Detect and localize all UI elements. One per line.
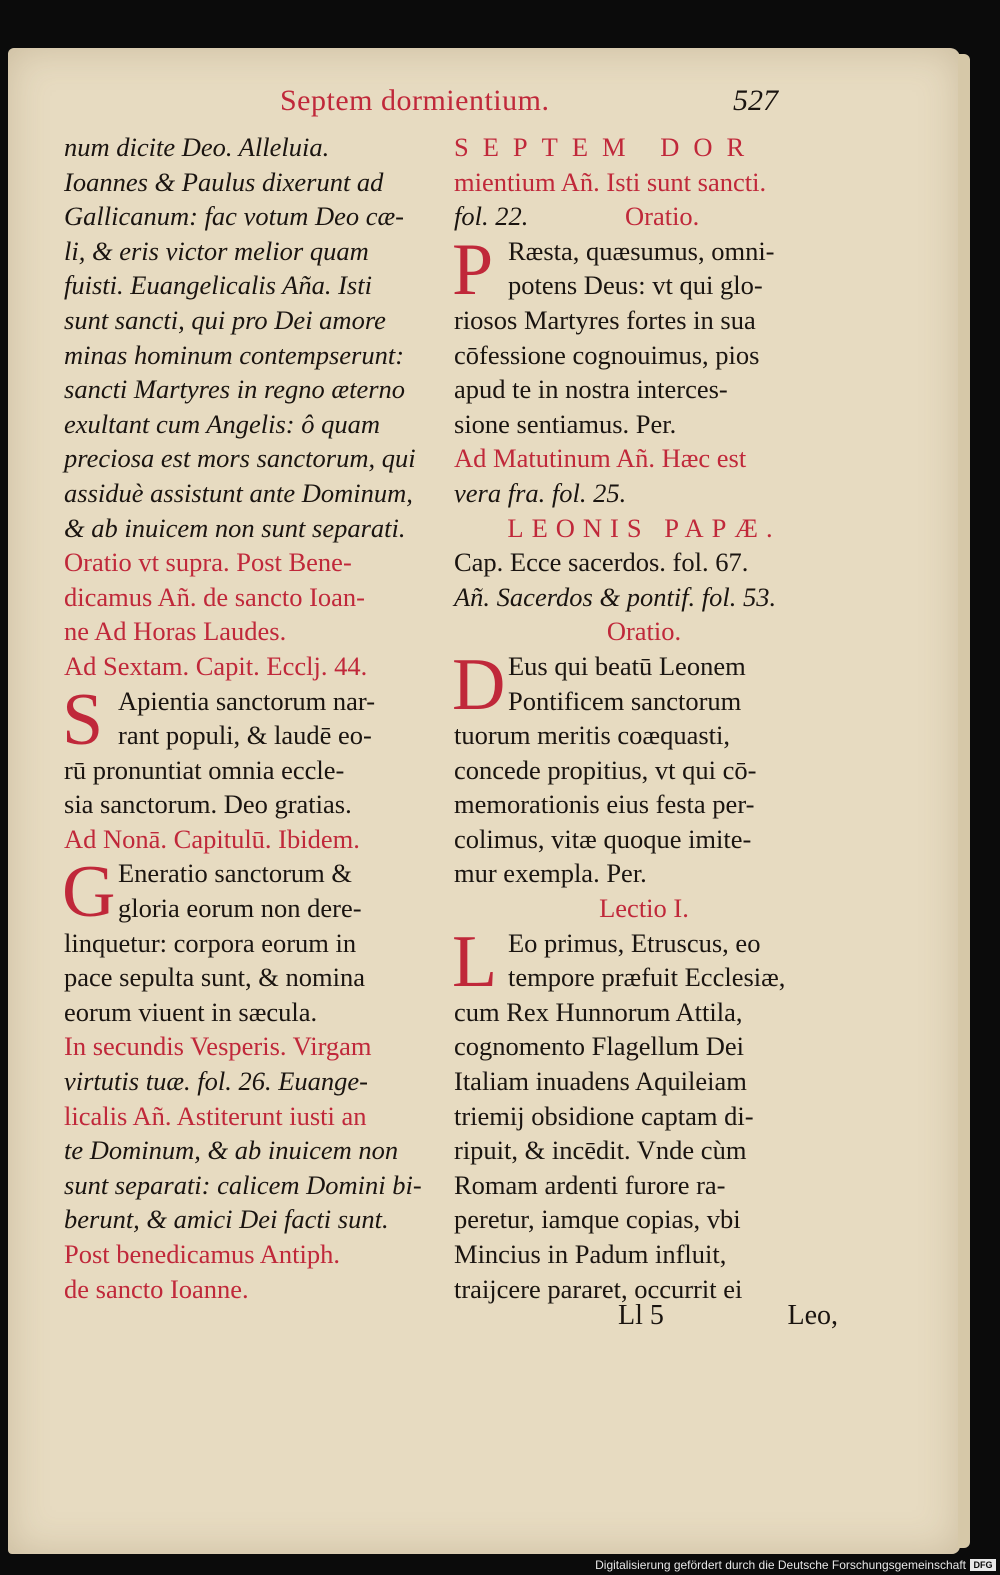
rubric-line: de sancto Ioanne. [64,1273,249,1304]
text-line: Ræsta, quæsumus, omni- [508,235,775,266]
text-line: sione sentiamus. Per. [454,408,677,439]
oratio-leonis [452,643,834,891]
feast-title: SEPTEM DOR [454,132,759,162]
footer-bar [0,1555,1000,1575]
feast-title: LEONIS PAPÆ. [507,512,781,543]
footer-credit: Digitalisierung gefördert durch die Deutsche Forschungsgemeinschaft [595,1558,966,1572]
text-line: linquetur: corpora eorum in [64,927,357,958]
text-line: Añ. Sacerdos & pontif. fol. 53. [454,581,777,612]
rubric-line: licalis Añ. Astiterunt iusti an [64,1100,367,1131]
text-line: cōfessione cognouimus, pios [454,339,760,370]
rubric-line: Ad Matutinum Añ. Hæc est [454,443,747,474]
rubric-line: Post benedicamus Antiph. [64,1239,341,1269]
drop-initial: D [452,643,506,726]
text-line: Romam ardenti furore ra- [454,1169,726,1200]
drop-initial: L [452,920,498,1003]
text-line: num dicite Deo. Alleluia. [64,132,330,162]
text-line: pace sepulta sunt, & nomina [64,962,365,993]
folio-reference: fol. 22. [454,201,529,232]
text-line: cognomento Flagellum Dei [454,1031,744,1062]
rubric-line: mientium Añ. Isti sunt sancti. [454,166,767,197]
text-line: preciosa est mors sanctorum, qui [64,443,416,474]
text-line: sunt separati: calicem Domini bi- [64,1169,422,1200]
text-line: berunt, & amici Dei facti sunt. [64,1204,389,1235]
text-line: rū pronuntiat omnia eccle- [64,754,345,785]
rubric-line: ne Ad Horas Laudes. [64,616,287,647]
capitulum-sexta [62,678,439,822]
text-line: virtutis tuæ. fol. 26. Euange- [64,1066,368,1097]
text-line: assiduè assistunt ante Dominum, [64,477,413,508]
drop-initial: G [62,851,116,934]
drop-initial: P [452,228,494,311]
rubric-heading: Ad Sextam. Capit. Ecclj. 44. [64,650,368,681]
text-line: riosos Martyres fortes in sua [454,304,756,335]
text-line: Eus qui beatū Leonem [508,650,746,681]
text-line: Gallicanum: fac votum Deo cæ- [64,201,404,232]
text-line: Eneratio sanctorum & [118,858,353,889]
text-line: eorum viuent in sæcula. [64,996,318,1027]
oratio-heading: Oratio. [624,201,700,232]
text-line: Apientia sanctorum nar- [118,685,376,716]
text-line: Italiam inuadens Aquileiam [454,1066,747,1097]
page-edge [958,54,970,1548]
rubric-heading: Ad Nonā. Capitulū. Ibidem. [64,823,360,854]
text-line: exultant cum Angelis: ô quam [64,408,380,439]
text-line: fuisti. Euangelicalis Aña. Isti [64,270,372,301]
rubric-line: Oratio vt supra. Post Bene- [64,547,352,578]
text-line: rant populi, & laudē eo- [118,720,372,751]
text-line: & ab inuicem non sunt separati. [64,512,406,543]
capitulum-nona [62,851,439,1029]
text-line: memorationis eius festa per- [454,789,755,820]
text-line: li, & eris victor melior quam [64,235,369,266]
text-line: Ioannes & Paulus dixerunt ad [64,166,384,197]
text-line: sancti Martyres in regno æterno [64,374,406,405]
running-title: Septem dormientium. [280,84,550,117]
text-line: Pontificem sanctorum [508,685,742,716]
text-line: ripuit, & incēdit. Vnde cùm [454,1135,747,1166]
text-line: colimus, vitæ quoque imite- [454,823,752,854]
lectio-text [452,920,834,1307]
rubric-line [454,199,834,234]
oratio-septem [452,228,834,442]
text-line: vera fra. fol. 25. [454,477,627,508]
text-line: peretur, iamque copias, vbi [454,1204,741,1235]
text-line: tempore præfuit Ecclesiæ, [508,962,786,993]
rubric-line: dicamus Añ. de sancto Ioan- [64,581,365,612]
text-line: traijcere pararet, occurrit ei [454,1273,743,1304]
text-line: te Dominum, & ab inuicem non [64,1135,399,1166]
catchword: Leo, [787,1300,838,1331]
text-line: concede propitius, vt qui cō- [454,754,757,785]
text-line: Cap. Ecce sacerdos. fol. 67. [454,547,749,578]
text-line: Eo primus, Etruscus, eo [508,927,761,958]
text-line: Mincius in Padum influit, [454,1239,727,1269]
text-line: gloria eorum non dere- [118,893,362,924]
text-line: mur exempla. Per. [454,858,647,889]
text-line: apud te in nostra interces- [454,374,728,405]
folio-number: 527 [733,84,778,117]
text-line: sia sanctorum. Deo gratias. [64,789,352,820]
text-line: triemij obsidione captam di- [454,1100,754,1131]
text-line: tuorum meritis coæquasti, [454,720,731,751]
right-column [454,130,834,1306]
text-line: potens Deus: vt qui glo- [508,270,763,301]
text-line: cum Rex Hunnorum Attila, [454,996,743,1027]
text-line: sunt sancti, qui pro Dei amore [64,304,386,335]
signature-line [618,1300,838,1332]
drop-initial: S [62,678,104,761]
dfg-logo-icon: DFG [970,1559,996,1571]
oratio-heading: Oratio. [606,616,682,647]
lectio-heading: Lectio I. [599,893,689,924]
left-column [64,130,439,1306]
signature-mark: Ll 5 [618,1300,664,1331]
text-line: minas hominum contempserunt: [64,339,405,370]
rubric-line: In secundis Vesperis. Virgam [64,1031,372,1062]
